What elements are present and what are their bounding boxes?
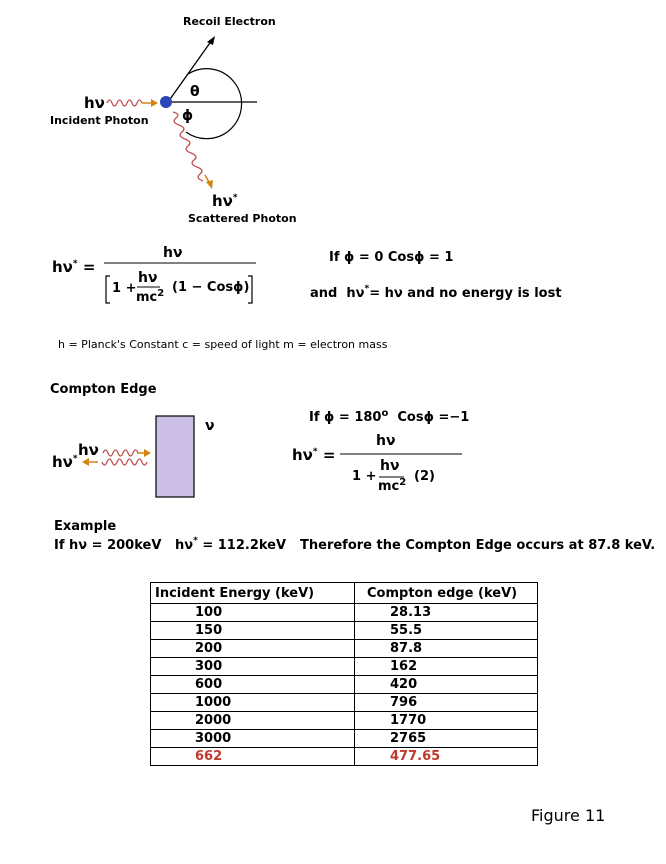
incident-energy-cell: 600 <box>151 676 355 694</box>
table-row-highlight <box>151 748 538 766</box>
ce-scattered-symbol: hν* <box>52 453 78 471</box>
incident-energy-cell: 2000 <box>151 712 355 730</box>
phi-symbol: ϕ <box>182 108 194 124</box>
nu-label: ν <box>205 418 215 434</box>
figure-label: Figure 11 <box>531 806 606 825</box>
incident-wave <box>107 100 142 106</box>
incident-energy-cell: 100 <box>151 604 355 622</box>
ce-numerator: hν <box>376 433 396 449</box>
equation-lhs: hν* = <box>52 258 96 276</box>
incident-energy-cell: 662 <box>151 748 355 766</box>
ce-one-plus: 1 + <box>352 469 377 484</box>
scattered-photon-label: Scattered Photon <box>188 212 297 225</box>
table-row <box>151 712 538 730</box>
table-row <box>151 658 538 676</box>
table-row <box>151 640 538 658</box>
equation-numerator: hν <box>163 245 183 261</box>
equation-frac-den: $mc^2$ <box>136 288 165 305</box>
ce-frac-den: $mc^2$ <box>378 477 407 494</box>
theta-symbol: θ <box>190 84 200 100</box>
equation-paren-term: (1 − Cosϕ) <box>172 280 250 295</box>
header-compton-edge: Compton edge (keV) <box>355 583 538 604</box>
equation-one-plus: 1 + <box>112 281 137 296</box>
compton-edge-cell: 162 <box>355 658 538 676</box>
scattered-symbol: hν* <box>212 192 238 210</box>
scattered-arrowhead <box>206 180 213 189</box>
constants-definition: h = Planck's Constant c = speed of light m = electron mass <box>58 338 388 351</box>
incident-symbol: hν <box>84 94 105 112</box>
compton-edge-table <box>150 582 538 766</box>
table-row <box>151 622 538 640</box>
ce-equation-lhs: hν* = <box>292 446 336 464</box>
table-row <box>151 694 538 712</box>
example-conclusion: Therefore the Compton Edge occurs at 87.8 keV. <box>300 538 656 553</box>
compton-edge-cell: 420 <box>355 676 538 694</box>
phi-180-condition: If $\phi = 180^o$ Cosϕ =−1 <box>309 408 470 425</box>
equation-frac-num: hν <box>138 270 158 286</box>
compton-edge-cell: 477.65 <box>355 748 538 766</box>
no-energy-lost-text: and hν*= hν and no energy is lost <box>310 284 562 301</box>
table-row <box>151 730 538 748</box>
recoil-electron-label: Recoil Electron <box>183 15 276 28</box>
ce-frac-num: hν <box>380 458 400 474</box>
table-header-row <box>151 583 538 604</box>
ce-paren-term: (2) <box>414 469 435 484</box>
detector-block <box>156 416 194 497</box>
electron-dot <box>160 96 172 108</box>
compton-edge-cell: 1770 <box>355 712 538 730</box>
table-row <box>151 604 538 622</box>
example-heading: Example <box>54 519 117 534</box>
incident-energy-cell: 1000 <box>151 694 355 712</box>
header-incident-energy: Incident Energy (keV) <box>151 583 355 604</box>
compton-edge-cell: 796 <box>355 694 538 712</box>
example-values: If hν = 200keV hν* = 112.2keV <box>54 536 287 553</box>
phi-zero-condition: If ϕ = 0 Cosϕ = 1 <box>329 250 454 265</box>
table-row <box>151 676 538 694</box>
angle-arc <box>186 69 242 139</box>
incident-energy-cell: 300 <box>151 658 355 676</box>
compton-edge-cell: 87.8 <box>355 640 538 658</box>
compton-edge-cell: 55.5 <box>355 622 538 640</box>
compton-edge-cell: 28.13 <box>355 604 538 622</box>
incident-energy-cell: 150 <box>151 622 355 640</box>
compton-edge-heading: Compton Edge <box>50 382 157 397</box>
recoil-arrowhead <box>207 36 215 45</box>
incident-arrowhead <box>151 99 158 107</box>
ce-incident-symbol: hν <box>78 441 99 459</box>
incident-energy-cell: 200 <box>151 640 355 658</box>
compton-edge-cell: 2765 <box>355 730 538 748</box>
incident-energy-cell: 3000 <box>151 730 355 748</box>
incident-photon-label: Incident Photon <box>50 114 149 127</box>
